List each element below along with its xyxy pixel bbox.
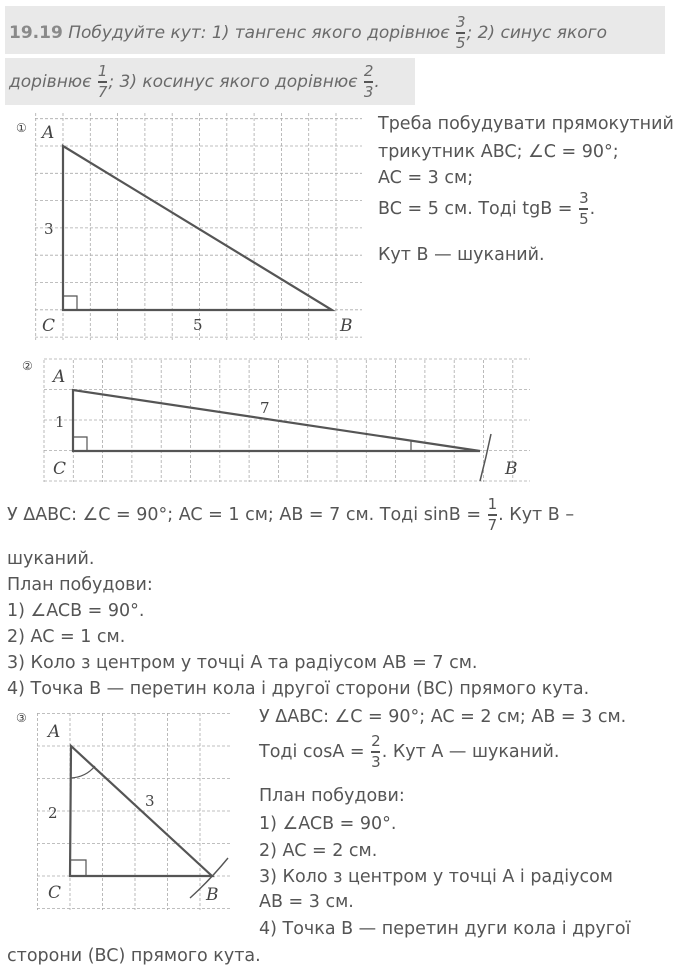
vertex-c-label: C (42, 316, 56, 336)
numerator: 2 (363, 62, 374, 80)
case-3-text (259, 733, 559, 771)
numerator: 3 (455, 13, 466, 31)
case-3-text: 4) Точка B — перетин дуги кола і другої (259, 919, 631, 939)
case-1-text (378, 190, 595, 228)
case-3-text: 1) ∠ACB = 90°. (259, 814, 397, 834)
side-ac-label: 1 (55, 413, 65, 431)
case-3-text: У ΔABC: ∠C = 90°; AC = 2 см; AB = 3 см. (259, 707, 627, 727)
case-1-text: Кут B — шуканий. (378, 245, 545, 265)
side-bc-label: 5 (193, 316, 203, 334)
case-3-marker: ③ (16, 711, 27, 725)
denominator: 3 (363, 82, 374, 101)
case-2-text: План побудови: (7, 575, 153, 595)
vertex-a-label: A (42, 123, 55, 143)
vertex-c-label: C (48, 883, 62, 903)
figure-2-grid (44, 359, 530, 482)
side-ab-label: 7 (260, 399, 270, 417)
case-2-text: 4) Точка B — перетин кола і другої сторони (BC) прямого кута. (7, 679, 590, 699)
vertex-a-label: A (53, 367, 66, 387)
case-2-text: . Кут B – (498, 504, 575, 525)
right-angle-mark (73, 437, 87, 451)
case-2-marker: ② (22, 359, 33, 373)
problem-text: . (374, 71, 380, 92)
case-3-text: 2) AC = 2 см. (259, 841, 378, 861)
case-2-text: 2) AC = 1 см. (7, 627, 126, 647)
case-1-text: Треба побудувати прямокутний (378, 114, 674, 134)
case-2-text: 3) Коло з центром у точці A та радіусом AB = 7 см. (7, 653, 478, 673)
case-3-text: 3) Коло з центром у точці A і радіусом (259, 867, 614, 887)
case-1-text: . (589, 198, 596, 219)
fraction (371, 733, 381, 771)
problem-text: ; 2) синус якого (466, 22, 608, 43)
case-2-text: 1) ∠ACB = 90°. (7, 601, 145, 621)
problem-text: ; 3) косинус якого дорівнює (108, 71, 358, 92)
fraction (579, 190, 589, 228)
denominator: 5 (579, 209, 589, 228)
vertex-b-label: B (340, 316, 353, 336)
case-2-text: У ΔABC: ∠C = 90°; AC = 1 см; AB = 7 см. Тоді sinB = (7, 504, 482, 525)
triangle-3 (70, 746, 212, 876)
right-angle-mark (63, 296, 77, 310)
numerator: 1 (487, 495, 498, 513)
angle-a-arc (71, 766, 95, 778)
numerator: 3 (579, 189, 589, 207)
vertex-a-label: A (48, 722, 61, 742)
case-1-text: трикутник ABC; ∠C = 90°; (378, 142, 619, 162)
problem-number: 19.19 (9, 22, 63, 43)
case-1-text: AC = 3 см; (378, 168, 474, 188)
figure-1-grid (35, 113, 362, 340)
denominator: 7 (487, 515, 498, 534)
side-ac-label: 3 (44, 220, 54, 238)
vertex-b-label: B (206, 885, 219, 905)
problem-text: дорівнює (9, 71, 92, 92)
case-2-text: шуканий. (7, 549, 95, 569)
figure-3-grid (37, 713, 232, 910)
arc-mark (480, 434, 491, 481)
case-1-marker: ① (16, 121, 27, 135)
triangle-2 (73, 390, 480, 451)
vertex-c-label: C (53, 459, 67, 479)
case-3-text: . Кут A — шуканий. (381, 741, 560, 762)
numerator: 1 (97, 62, 108, 80)
case-3-text: AB = 3 см. (259, 892, 354, 912)
denominator: 7 (97, 82, 108, 101)
right-angle-mark (70, 860, 86, 876)
case-3-text: сторони (BC) прямого кута. (7, 946, 261, 966)
side-ac-label: 2 (48, 804, 58, 822)
case-1-text: BC = 5 см. Тоді tgB = (378, 198, 573, 219)
problem-text: Побудуйте кут: 1) тангенс якого дорівнює (68, 22, 450, 43)
case-2-text (7, 496, 574, 534)
case-3-text: План побудови: (259, 786, 405, 806)
side-ab-label: 3 (145, 792, 155, 810)
numerator: 2 (371, 732, 381, 750)
vertex-b-label: B (505, 459, 518, 479)
denominator: 3 (371, 752, 381, 771)
denominator: 5 (455, 33, 466, 52)
fraction (488, 496, 498, 534)
case-3-text: Тоді cosA = (259, 741, 365, 762)
